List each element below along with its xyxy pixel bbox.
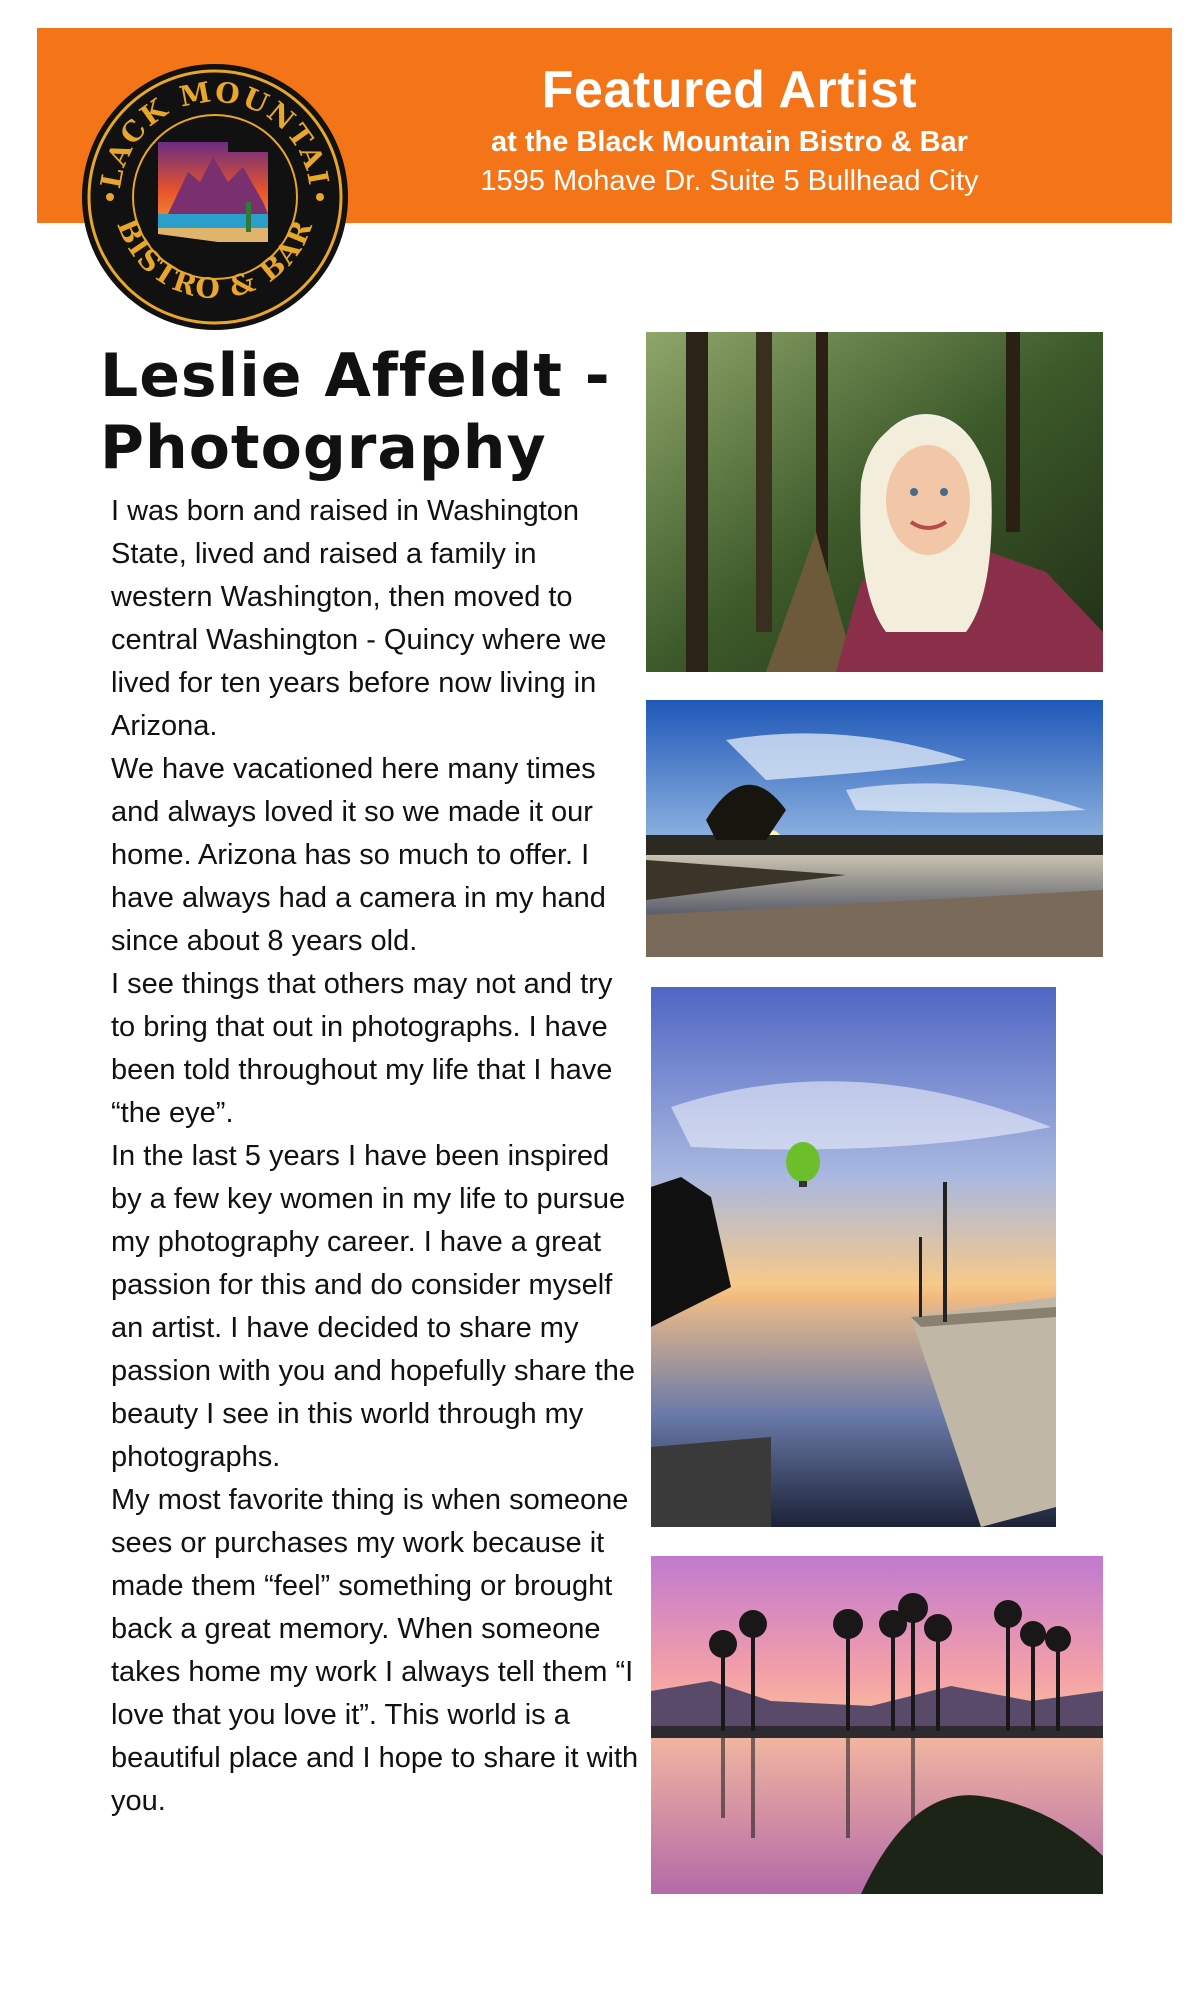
banner-address: 1595 Mohave Dr. Suite 5 Bullhead City [480, 165, 979, 197]
bio-paragraph: We have vacationed here many times and always loved it so we made it our home. Arizona has so much to offer. I have always had a camera in my hand since about 8 years old. [111, 753, 606, 957]
artist-heading [100, 340, 660, 484]
banner-title: Featured Artist [541, 61, 918, 119]
artist-heading-line-1: Leslie Affeldt - [100, 341, 611, 411]
artist-heading-line-2: Photography [100, 413, 547, 483]
banner-subtitle: at the Black Mountain Bistro & Bar [491, 126, 968, 158]
black-mountain-logo [80, 62, 350, 332]
palm-trees-sunset-photo [651, 1556, 1103, 1894]
bio-paragraph: I was born and raised in Washington State, lived and raised a family in western Washington, then moved to central Washington - Quincy where we lived for ten years before now living in Arizona. [111, 495, 607, 742]
bio-paragraph: I see things that others may not and try to bring that out in photographs. I have been told throughout my life that I have “the eye”. [111, 968, 613, 1129]
artist-portrait-photo [646, 332, 1103, 672]
bio-paragraph: My most favorite thing is when someone sees or purchases my work because it made them “feel” something or brought back a great memory. When someone takes home my work I always tell them “I love that you love it”. This world is a beautiful place and I hope to share it with you. [111, 1484, 639, 1817]
logo-top-text: LACK MOUNTAI [94, 75, 336, 191]
river-sunset-photo [646, 700, 1103, 957]
hot-air-balloon-photo [651, 987, 1056, 1527]
logo-bottom-text: BISTRO & BAR [110, 213, 320, 306]
artist-bio [111, 490, 641, 1823]
bio-paragraph: In the last 5 years I have been inspired by a few key women in my life to pursue my photography career. I have a great passion for this and do consider myself an artist. I have decided to share my passion with you and hopefully share the beauty I see in this world through my photographs. [111, 1140, 635, 1473]
